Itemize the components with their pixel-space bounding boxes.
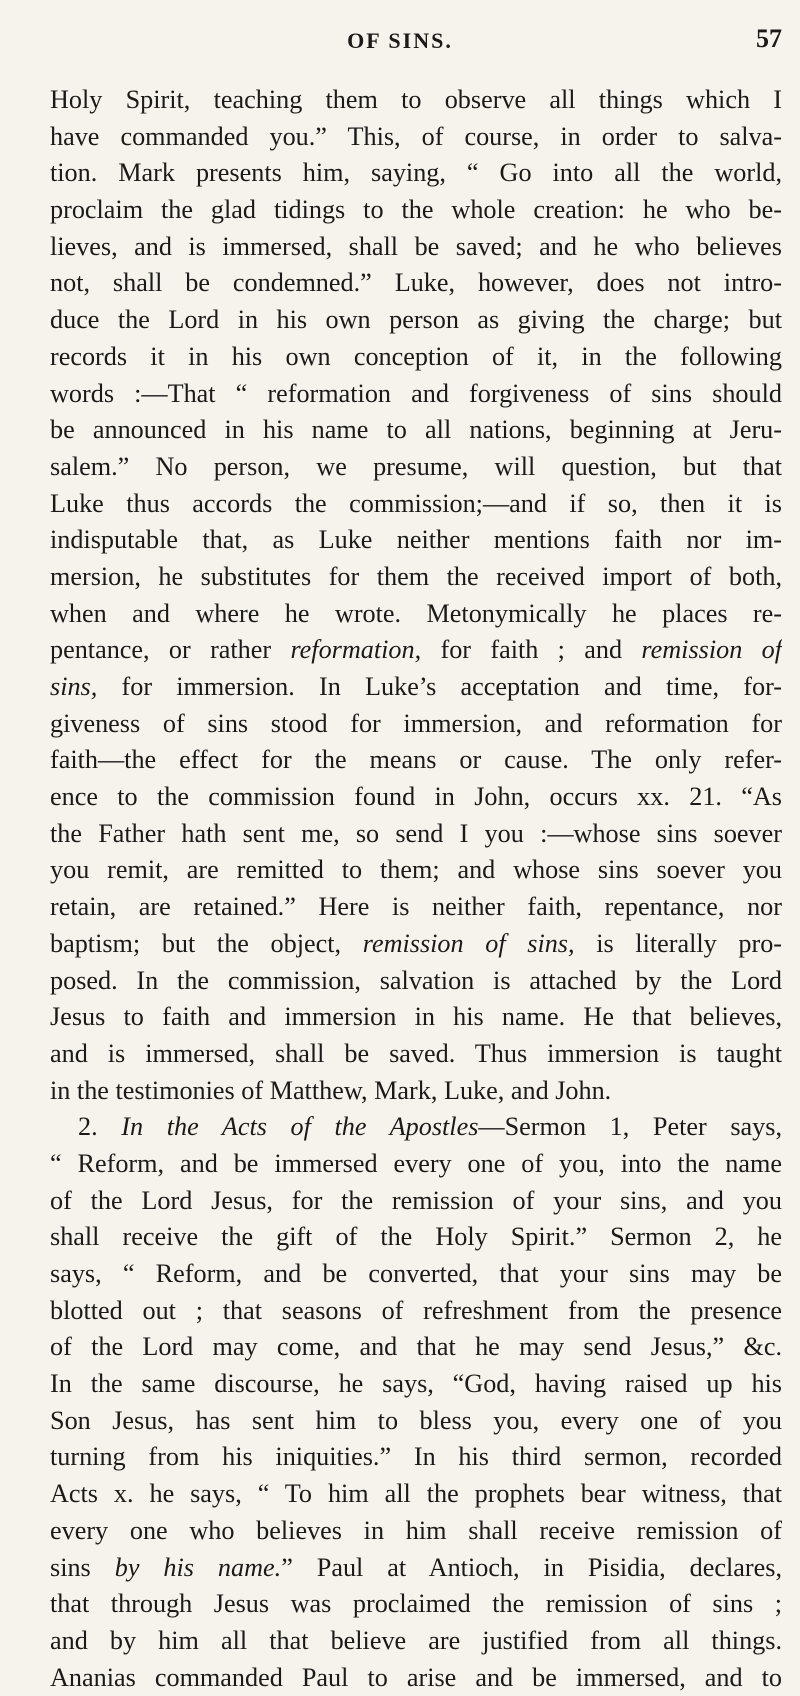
text-line xyxy=(50,302,782,339)
text-run: not, shall be condemned.” Luke, however, does not intro- xyxy=(50,268,782,298)
text-line xyxy=(50,1476,782,1513)
text-line xyxy=(50,779,782,816)
text-line xyxy=(50,486,782,523)
text-run: In the same discourse, he says, “God, having raised up his xyxy=(50,1369,782,1399)
text-line xyxy=(50,1146,782,1183)
text-line xyxy=(50,926,782,963)
text-line xyxy=(50,339,782,376)
text-line xyxy=(50,852,782,889)
text-run: the Father hath sent me, so send I you :—whose sins soever xyxy=(50,818,782,848)
text-run: posed. In the commission, salvation is attached by the Lord xyxy=(50,965,782,995)
text-run: shall receive the gift of the Holy Spirit.” Sermon 2, he xyxy=(50,1222,782,1252)
text-run: of the Lord Jesus, for the remission of your sins, and you xyxy=(50,1185,782,1215)
text-run: when and where he wrote. Metonymically he places re- xyxy=(50,598,782,628)
italic-text: sins, xyxy=(50,672,98,701)
text-line xyxy=(50,559,782,596)
text-line xyxy=(50,1439,782,1476)
text-run: says, “ Reform, and be converted, that your sins may be xyxy=(50,1259,782,1288)
text-line xyxy=(50,669,782,706)
text-line xyxy=(50,1660,782,1696)
text-run: you remit, are remitted to them; and whose sins soever you xyxy=(50,855,782,885)
text-line xyxy=(50,1586,782,1623)
text-run: ence to the commission found in John, occurs xx. 21. “As xyxy=(50,782,782,812)
text-run: 2. xyxy=(78,1112,122,1142)
text-line xyxy=(50,119,782,156)
text-run: indisputable that, as Luke neither mentions faith nor im- xyxy=(50,525,782,555)
text-line xyxy=(50,1036,782,1073)
body-text xyxy=(50,82,782,1696)
text-run: Jesus to faith and immersion in his name. He that believes, xyxy=(50,1002,782,1032)
text-line xyxy=(50,1219,782,1256)
italic-text: remission of sins, xyxy=(362,928,575,958)
text-run: blotted out ; that seasons of refreshment from the presence xyxy=(50,1295,782,1325)
text-run: and is immersed, shall be saved. Thus immersion is taught xyxy=(50,1038,782,1068)
italic-text: remission of xyxy=(641,635,782,665)
text-run: lieves, and is immersed, shall be saved; and he who believes xyxy=(50,231,782,261)
text-line xyxy=(50,706,782,743)
text-run: in the testimonies of Matthew, Mark, Luke, and John. xyxy=(50,1075,612,1105)
text-line xyxy=(50,1293,782,1330)
text-run: faith—the effect for the means or cause. The only refer- xyxy=(50,745,782,775)
text-run: records it in his own conception of it, in the following xyxy=(50,341,782,371)
text-run: Son Jesus, has sent him to bless you, every one of you xyxy=(50,1405,782,1435)
text-line xyxy=(50,155,782,192)
text-run: mersion, he substitutes for them the received import of both, xyxy=(50,561,782,591)
text-run: words :—That “ reformation and forgiveness of sins should xyxy=(50,378,782,408)
text-line xyxy=(50,1623,782,1660)
italic-text: In the Acts of the Apostles xyxy=(121,1112,479,1142)
text-line xyxy=(50,522,782,559)
text-run: retain, are retained.” Here is neither faith, repentance, nor xyxy=(50,892,782,922)
text-line xyxy=(50,632,782,669)
text-line xyxy=(50,1073,782,1110)
text-line xyxy=(50,192,782,229)
running-head xyxy=(0,22,800,62)
text-run: Ananias commanded Paul to arise and be immersed, and to xyxy=(50,1662,782,1692)
text-line xyxy=(50,412,782,449)
text-run: duce the Lord in his own person as giving the charge; but xyxy=(50,305,782,335)
text-line xyxy=(50,889,782,926)
text-line xyxy=(50,265,782,302)
text-run: —Sermon 1, Peter says, xyxy=(478,1112,782,1142)
running-head-title: OF SINS. xyxy=(347,28,453,53)
text-run: salem.” No person, we presume, will question, but that xyxy=(50,451,782,481)
text-run: Acts x. he says, “ To him all the prophets bear witness, that xyxy=(50,1479,782,1509)
text-run: of the Lord may come, and that he may send Jesus,” &c. xyxy=(50,1332,782,1362)
text-run: be announced in his name to all nations, beginning at Jeru- xyxy=(50,415,782,445)
text-line xyxy=(50,229,782,266)
italic-text: reformation, xyxy=(290,635,422,665)
text-run: sins xyxy=(50,1552,115,1582)
text-run: giveness of sins stood for immersion, and reformation for xyxy=(50,708,782,738)
text-line xyxy=(50,816,782,853)
text-run: proclaim the glad tidings to the whole creation: he who be- xyxy=(50,195,782,225)
text-run: turning from his iniquities.” In his third sermon, recorded xyxy=(50,1442,782,1472)
text-run: every one who believes in him shall receive remission of xyxy=(50,1515,782,1545)
text-line xyxy=(50,1183,782,1220)
text-line xyxy=(50,1366,782,1403)
text-run: and by him all that believe are justified from all things. xyxy=(50,1625,782,1655)
text-run: ” Paul at Antioch, in Pisidia, declares, xyxy=(281,1552,782,1582)
italic-text: by his name. xyxy=(114,1552,282,1582)
text-line xyxy=(50,1329,782,1366)
text-line xyxy=(50,999,782,1036)
text-line xyxy=(50,449,782,486)
text-run: for immersion. In Luke’s acceptation and time, for- xyxy=(97,672,782,701)
text-run: is literally pro- xyxy=(574,928,782,958)
text-run: that through Jesus was proclaimed the remission of sins ; xyxy=(50,1589,782,1619)
text-line xyxy=(50,742,782,779)
text-line xyxy=(50,1109,782,1146)
text-run: baptism; but the object, xyxy=(50,928,363,958)
text-run: “ Reform, and be immersed every one of you, into the name xyxy=(50,1148,782,1178)
text-line xyxy=(50,963,782,1000)
text-line xyxy=(50,1513,782,1550)
page-number: 57 xyxy=(756,24,782,53)
text-line xyxy=(50,596,782,633)
text-line xyxy=(50,1550,782,1587)
text-line xyxy=(50,376,782,413)
text-line xyxy=(50,1403,782,1440)
text-run: tion. Mark presents him, saying, “ Go into all the world, xyxy=(50,158,782,188)
text-run: for faith ; and xyxy=(421,635,642,665)
text-run: pentance, or rather xyxy=(50,635,291,665)
text-line xyxy=(50,82,782,119)
text-run: have commanded you.” This, of course, in order to salva- xyxy=(50,121,782,151)
text-line xyxy=(50,1256,782,1293)
text-run: Luke thus accords the commission;—and if so, then it is xyxy=(50,488,782,518)
text-run: Holy Spirit, teaching them to observe all things which I xyxy=(50,85,782,114)
